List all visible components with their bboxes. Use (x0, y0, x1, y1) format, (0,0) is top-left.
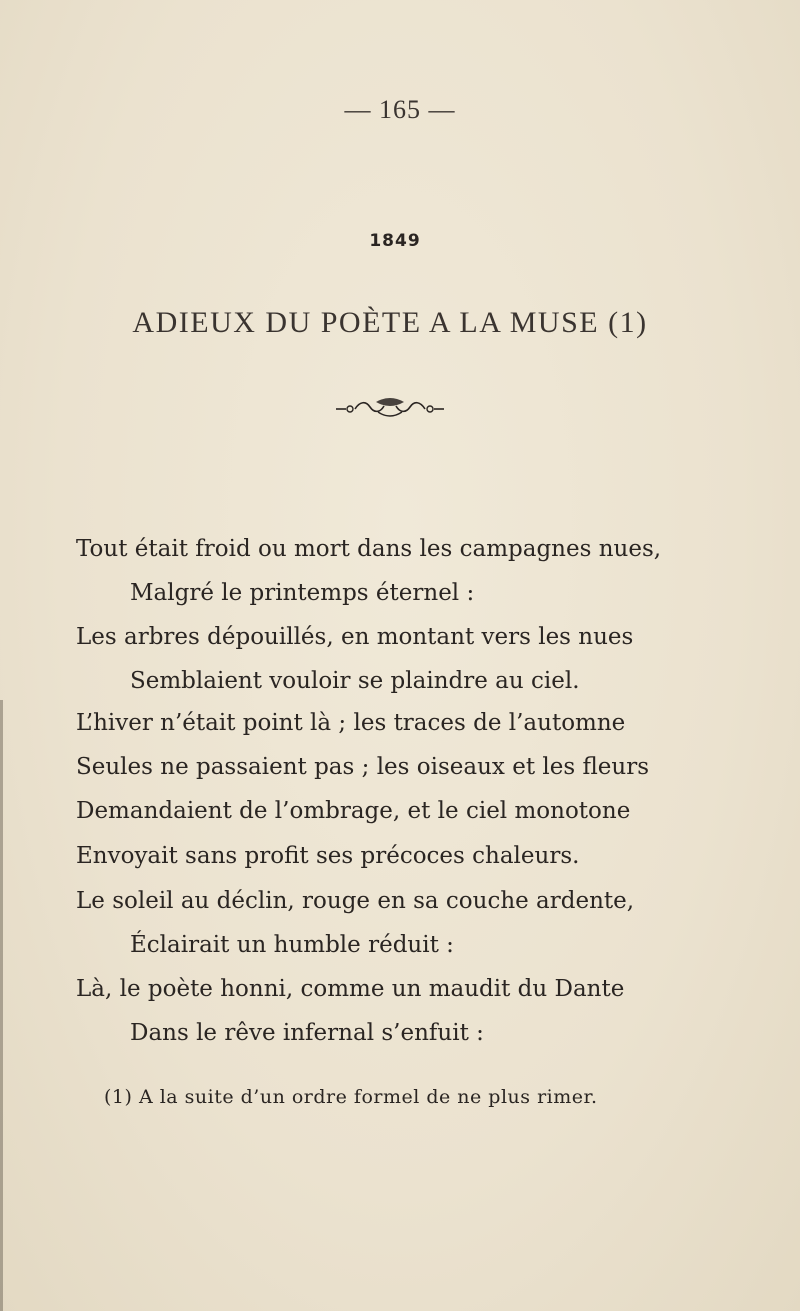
poem-line: Seules ne passaient pas ; les oiseaux et les fleurs (76, 754, 650, 780)
poem-line: Envoyait sans profit ses précoces chaleurs. (76, 843, 580, 869)
poem-line: Tout était froid ou mort dans les campagnes nues, (76, 536, 662, 562)
poem-line: Demandaient de l’ombrage, et le ciel monotone (76, 798, 631, 824)
poem-year: 1849 (369, 231, 421, 251)
poem-line: Semblaient vouloir se plaindre au ciel. (130, 668, 580, 694)
poem-line: Éclairait un humble réduit : (130, 932, 454, 958)
poem-line: Le soleil au déclin, rouge en sa couche ardente, (76, 888, 635, 914)
footnote: (1) A la suite d’un ordre formel de ne plus rimer. (104, 1086, 598, 1108)
poem-line: Les arbres dépouillés, en montant vers les nues (76, 624, 634, 650)
poem-title: ADIEUX DU POÈTE A LA MUSE (1) (132, 306, 648, 339)
poem-line: Dans le rêve infernal s’enfuit : (130, 1020, 484, 1046)
page-edge (0, 700, 3, 1311)
poem-line: Là, le poète honni, comme un maudit du Dante (76, 976, 625, 1002)
poem-line: Malgré le printemps éternel : (130, 580, 475, 606)
page-number: — 165 — (344, 95, 456, 124)
poem-line: L’hiver n’était point là ; les traces de l’automne (76, 710, 626, 736)
ornament-icon (330, 396, 450, 422)
